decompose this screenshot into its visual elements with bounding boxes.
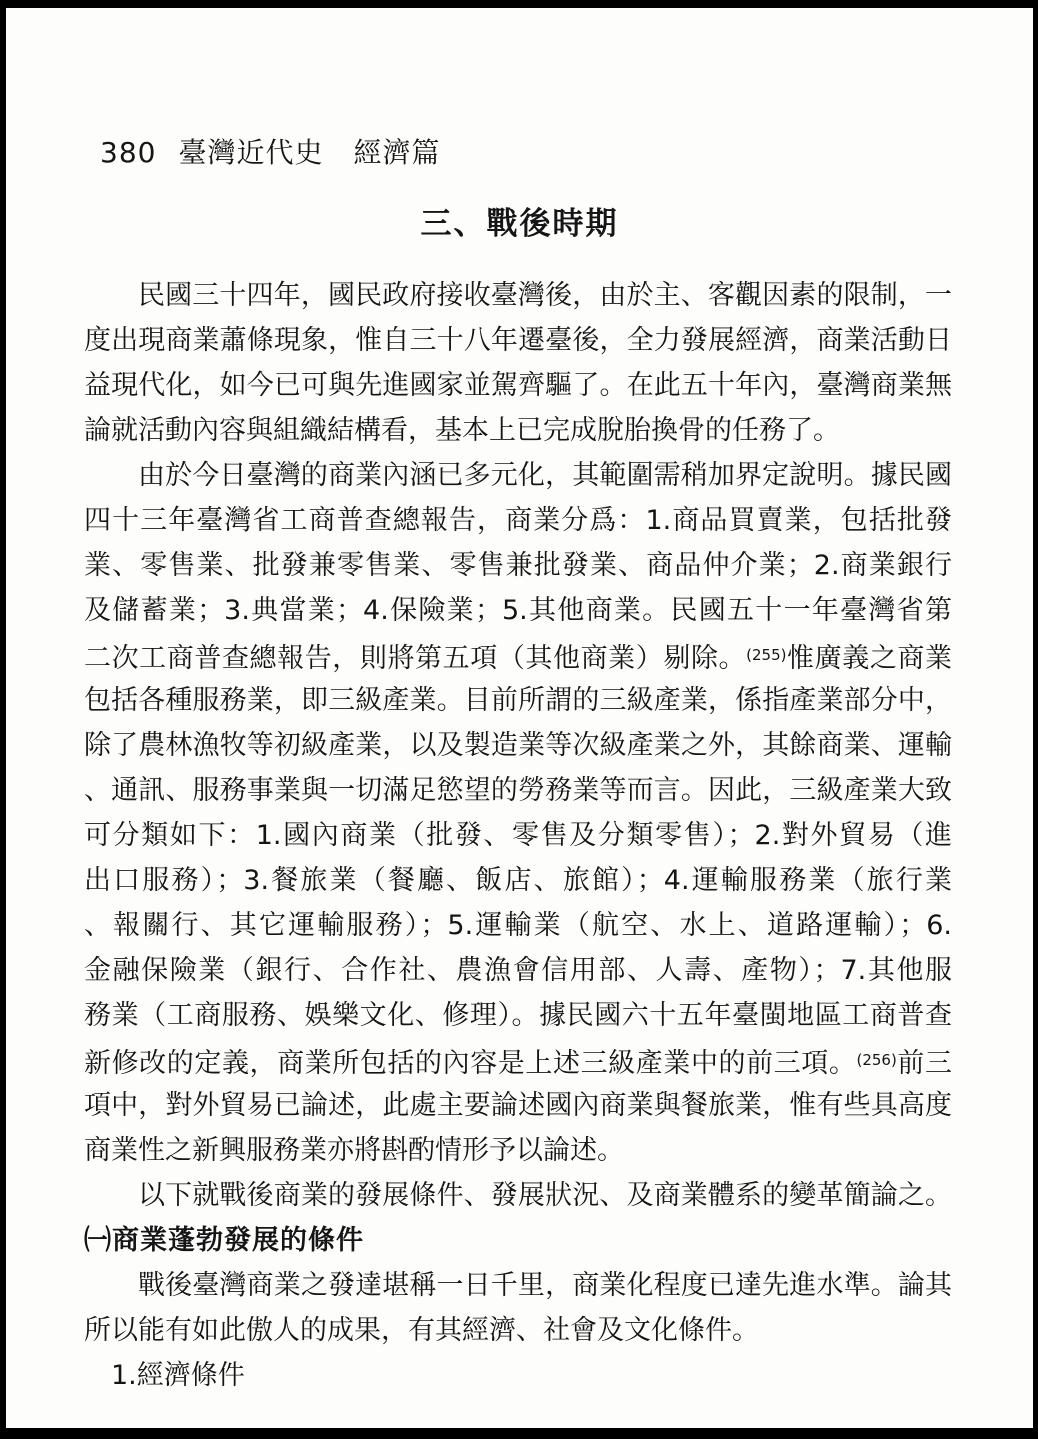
text-run: 度出現商業蕭條現象，惟自三十八年遷臺後，全力發展經濟，商業活動日 [84, 325, 952, 356]
text-run: 四十三年臺灣省工商普查總報告，商業分爲：1.商品買賣業，包括批發 [84, 505, 952, 536]
text-run: 民國三十四年，國民政府接收臺灣後，由於主、客觀因素的限制，一 [138, 280, 952, 311]
text-line [84, 1038, 952, 1083]
text-run: 、報關行、其它運輸服務）；5.運輸業（航空、水上、道路運輸）；6. [84, 910, 952, 941]
text-run: 包括各種服務業，即三級產業。目前所謂的三級產業，係指產業部分中， [84, 685, 952, 716]
text-line [84, 948, 952, 993]
text-run: ㈠商業蓬勃發展的條件 [84, 1225, 364, 1256]
text-run: 新修改的定義，商業所包括的內容是上述三級產業中的前三項。 [84, 1048, 857, 1079]
text-run: 除了農林漁牧等初級產業，以及製造業等次級產業之外，其餘商業、運輸 [84, 730, 952, 761]
text-line [84, 903, 952, 948]
text-run: 論就活動內容與組織結構看，基本上已完成脫胎換骨的任務了。 [84, 415, 840, 446]
text-run: 可分類如下：1.國內商業（批發、零售及分類零售）；2.對外貿易（進 [84, 820, 952, 851]
text-line [84, 723, 952, 768]
text-line [84, 1128, 952, 1173]
text-line [84, 273, 952, 318]
text-run: 由於今日臺灣的商業內涵已多元化，其範圍需稍加界定說明。據民國 [138, 460, 952, 491]
text-run: 金融保險業（銀行、合作社、農漁會信用部、人壽、產物）；7.其他服 [84, 955, 952, 986]
footnote-marker: (255) [746, 646, 787, 664]
text-run: 務業（工商服務、娛樂文化、修理）。據民國六十五年臺閩地區工商普查 [84, 1000, 952, 1031]
text-line [84, 858, 952, 903]
text-run: 1.經濟條件 [111, 1360, 245, 1391]
text-line [84, 363, 952, 408]
text-line [84, 678, 952, 723]
text-line [84, 813, 952, 858]
text-run: 商業性之新興服務業亦將斟酌情形予以論述。 [84, 1135, 624, 1166]
text-line [84, 408, 952, 453]
text-line [84, 1083, 952, 1128]
subsection-heading [84, 1218, 952, 1263]
text-line [84, 318, 952, 363]
text-line [84, 993, 952, 1038]
text-run: 以下就戰後商業的發展條件、發展狀況、及商業體系的變革簡論之。 [138, 1180, 952, 1211]
running-head [100, 136, 440, 170]
volume-title: 經濟篇 [353, 136, 441, 169]
text-run: 惟廣義之商業 [786, 643, 952, 674]
section-heading: 三、戰後時期 [420, 206, 619, 242]
text-line [84, 588, 952, 633]
text-run: 項中，對外貿易已論述，此處主要論述國內商業與餐旅業，惟有些具高度 [84, 1090, 952, 1121]
text-line [84, 1263, 952, 1308]
book-page [6, 8, 1033, 1428]
text-line [84, 453, 952, 498]
text-run: 益現代化，如今已可與先進國家並駕齊驅了。在此五十年內，臺灣商業無 [84, 370, 952, 401]
text-run: 、通訊、服務事業與一切滿足慾望的勞務業等而言。因此，三級產業大致 [84, 775, 952, 806]
text-run: 戰後臺灣商業之發達堪稱一日千里，商業化程度已達先進水準。論其 [138, 1270, 952, 1301]
text-run: 所以能有如此傲人的成果，有其經濟、社會及文化條件。 [84, 1315, 759, 1346]
footnote-marker: (256) [856, 1051, 897, 1069]
text-run: 出口服務）；3.餐旅業（餐廳、飯店、旅館）；4.運輸服務業（旅行業 [84, 865, 952, 896]
text-line [84, 498, 952, 543]
text-run: 二次工商普查總報告，則將第五項（其他商業）剔除。 [84, 643, 747, 674]
text-line [84, 1308, 952, 1353]
text-line [84, 1353, 952, 1398]
text-line [84, 1173, 952, 1218]
text-run: 前三 [896, 1048, 953, 1079]
book-title: 臺灣近代史 [178, 136, 324, 169]
text-run: 及儲蓄業；3.典當業；4.保險業；5.其他商業。民國五十一年臺灣省第 [84, 595, 952, 626]
text-line [84, 633, 952, 678]
text-line [84, 768, 952, 813]
page-number: 380 [100, 136, 157, 169]
text-line [84, 543, 952, 588]
text-run: 業、零售業、批發兼零售業、零售兼批發業、商品仲介業；2.商業銀行 [84, 550, 952, 581]
body-text [84, 273, 952, 1398]
